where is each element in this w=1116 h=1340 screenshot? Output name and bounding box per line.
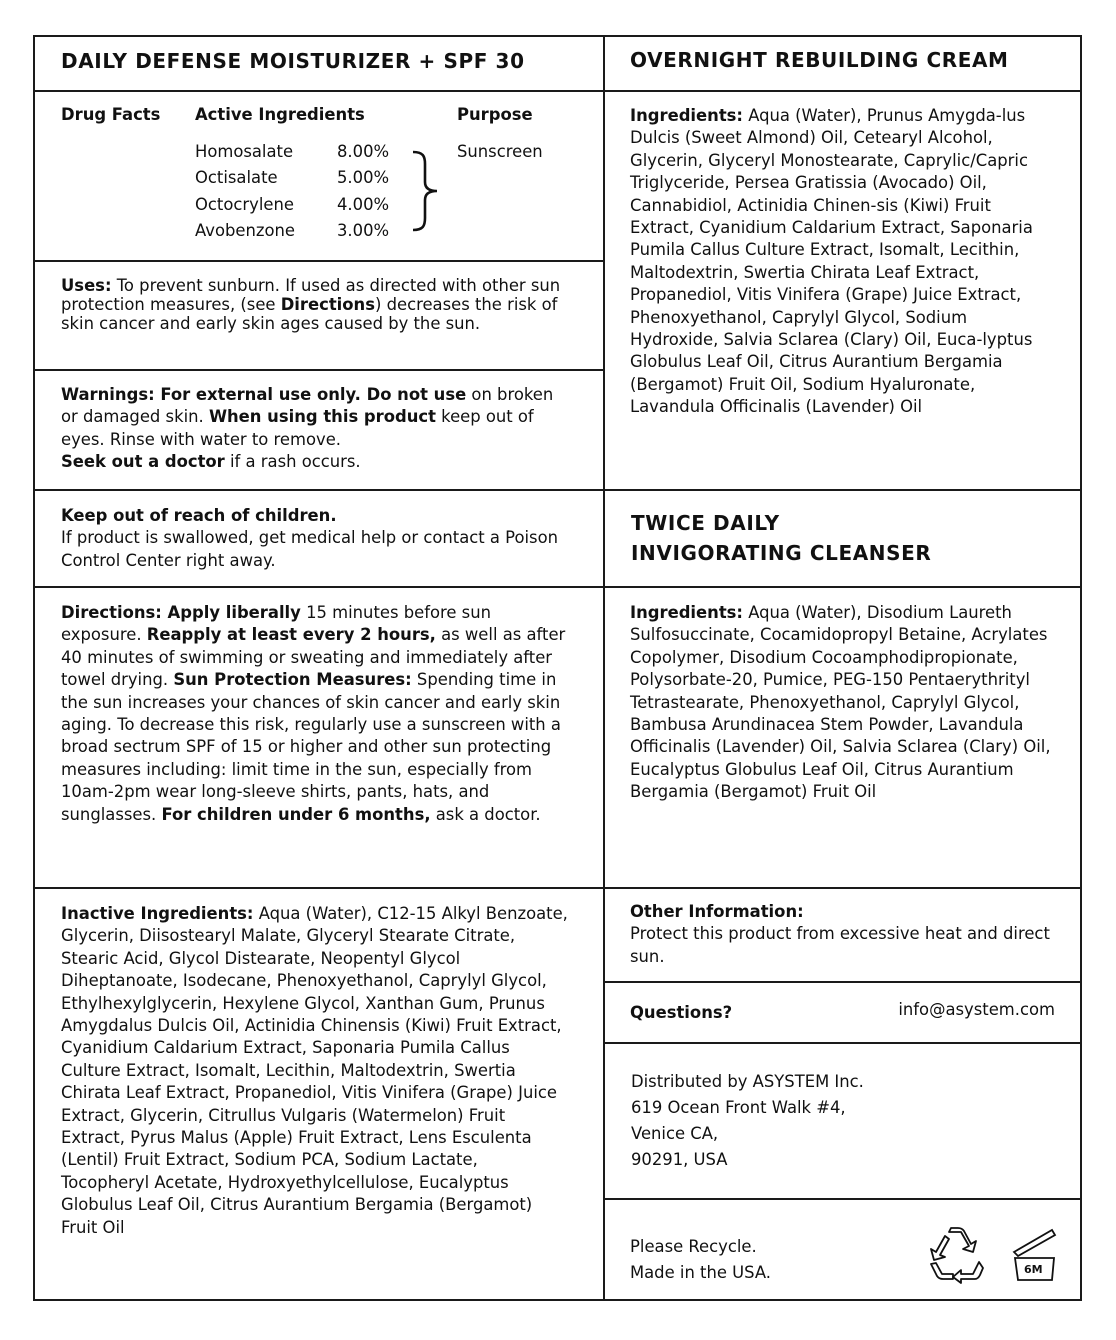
contact-email[interactable]: info@asystem.com	[898, 1000, 1055, 1019]
divider	[33, 260, 605, 262]
period-after-opening-icon	[1010, 1226, 1058, 1284]
inactive-label: Inactive Ingredients:	[61, 904, 254, 923]
divider	[33, 90, 605, 92]
product-title: DAILY DEFENSE MOISTURIZER + SPF 30	[61, 49, 525, 73]
keep-out-text: If product is swallowed, get medical help or contact a Poison Control Center right away.	[61, 528, 559, 570]
ingredients-label: Ingredients:	[630, 106, 743, 125]
distributor-address	[631, 1069, 1051, 1173]
warning-bold: Seek out a doctor	[61, 452, 225, 472]
ingredient-name: Avobenzone	[195, 221, 295, 240]
directions-text: as well as after 40 minutes of swimming or sweating and immediately after towel drying.	[61, 625, 566, 690]
directions-ref: Directions	[280, 295, 375, 314]
uses-text: ) decreases the risk of skin cancer and early skin ages caused by the sun.	[61, 295, 558, 333]
ingredient-name: Octocrylene	[195, 195, 294, 214]
recycle-note: Please Recycle.	[630, 1237, 757, 1256]
footer-notes	[630, 1234, 880, 1286]
directions-section	[61, 602, 571, 826]
directions-label: Directions:	[61, 603, 162, 622]
ingredient-pct: 3.00%	[337, 221, 390, 240]
ingredient-pct: 8.00%	[337, 142, 390, 161]
other-info-heading: Other Information:	[630, 902, 804, 921]
inactive-ingredients-section	[61, 903, 571, 1239]
brace-icon	[407, 148, 447, 234]
divider	[33, 489, 1082, 491]
directions-bold: For children under 6 months,	[161, 804, 431, 824]
warning-text: if a rash occurs.	[224, 452, 361, 472]
warning-text: on broken or damaged skin.	[61, 385, 554, 427]
uses-section	[61, 276, 571, 333]
active-ingredients-header: Active Ingredients	[195, 105, 365, 124]
drug-facts-table	[61, 104, 591, 254]
directions-text: Spending time in the sun increases your chances of skin cancer and early skin aging. To decrease this risk, regularly use a sunscreen with a broad sectrum SPF of 15 or higher and other sun protecting measures including: limit time in the sun, especially from 10am-2pm wear long-sleeve shirts, pants, hats, and sunglasses.	[61, 670, 561, 824]
recycle-icon	[925, 1226, 985, 1284]
inactive-text: Aqua (Water), C12-15 Alkyl Benzoate, Glycerin, Diisostearyl Malate, Glyceryl Stearate Citrate, Stearic Acid, Glycol Distearate, Neopentyl Glycol Diheptanoate, Isodecane, Phenoxyethanol, Caprylyl Glycol, Ethylhexylglycerin, Hexylene Glycol, Xanthan Gum, Prunus Amygdalus Dulcis Oil, Actinidia Chinensis (Kiwi) Fruit Extract, Cyanidium Caldarium Extract, Saponaria Pumila Callus Culture Extract, Isomalt, Lecithin, Maltodextrin, Swertia Chirata Leaf Extract, Propanediol, Vitis Vinifera (Grape) Juice Extract, Glycerin, Citrullus Vulgaris (Watermelon) Fruit Extract, Pyrus Malus (Apple) Fruit Extract, Lens Esculenta (Lentil) Fruit Extract, Sodium PCA, Sodium Lactate, Tocopheryl Acetate, Hydroxyethylcellulose, Eucalyptus Globulus Leaf Oil, Citrus Aurantium Bergamia (Bergamot) Fruit Oil	[61, 904, 568, 1237]
questions-label: Questions?	[630, 1003, 733, 1022]
questions-row	[630, 1002, 1055, 1024]
keep-out-section	[61, 505, 571, 572]
warnings-label: Warnings:	[61, 385, 155, 404]
address-line: Distributed by ASYSTEM Inc.	[631, 1072, 864, 1091]
origin-note: Made in the USA.	[630, 1263, 771, 1282]
uses-text: To prevent sunburn. If used as directed with other sun protection measures, (see	[61, 276, 561, 314]
directions-bold: Sun Protection Measures:	[173, 670, 412, 690]
divider	[33, 887, 1082, 889]
other-information	[630, 901, 1060, 968]
warning-text: keep out of eyes. Rinse with water to remove.	[61, 407, 534, 449]
ingredients-last-line: Lavandula Officinalis (Lavender) Oil	[630, 397, 923, 417]
purpose-value: Sunscreen	[457, 142, 543, 161]
ingredient-pct: 5.00%	[337, 168, 390, 187]
pao-label: 6M	[1024, 1263, 1043, 1276]
divider	[603, 1198, 1082, 1200]
directions-text: 15 minutes before sun exposure.	[61, 603, 491, 645]
uses-label: Uses:	[61, 276, 112, 295]
ingredient-pct: 4.00%	[337, 195, 390, 214]
directions-text: ask a doctor.	[430, 804, 541, 824]
directions-bold: Apply liberally	[161, 603, 301, 622]
column-divider	[603, 35, 605, 1301]
keep-out-heading: Keep out of reach of children.	[61, 506, 337, 525]
divider	[33, 586, 1082, 588]
ingredients-label: Ingredients:	[630, 603, 743, 622]
overnight-title: OVERNIGHT REBUILDING CREAM	[630, 48, 1009, 72]
warnings-section	[61, 384, 571, 474]
warning-bold: When using this product	[208, 407, 436, 427]
divider	[33, 369, 605, 371]
other-info-text: Protect this product from excessive heat and direct sun.	[630, 924, 1050, 966]
directions-bold: Reapply at least every 2 hours,	[146, 625, 436, 645]
address-line: 619 Ocean Front Walk #4,	[631, 1098, 846, 1117]
cleanser-title-line: INVIGORATING CLEANSER	[631, 541, 932, 565]
divider	[603, 981, 1082, 983]
ingredient-name: Octisalate	[195, 168, 278, 187]
address-line: 90291, USA	[631, 1150, 728, 1169]
ingredients-text: Aqua (Water), Prunus Amygda-lus Dulcis (Sweet Almond) Oil, Cetearyl Alcohol, Glycerin, Glyceryl Monostearate, Caprylic/Capric Triglyceride, Persea Gratissia (Avocado) Oil, Cannabidiol, Actinidia Chinen-sis (Kiwi) Fruit Extract, Cyanidium Caldarium Extract, Saponaria Pumila Callus Culture Extract, Isomalt, Lecithin, Maltodextrin, Swertia Chirata Leaf Extract, Propanediol, Vitis Vinifera (Grape) Juice Extract, Phenoxyethanol, Caprylyl Glycol, Sodium Hydroxide, Salvia Sclarea (Clary) Oil, Euca-lyptus Globulus Leaf Oil, Citrus Aurantium Bergamia (Bergamot) Fruit Oil, Sodium Hyaluronate,	[630, 106, 1033, 394]
address-line: Venice CA,	[631, 1124, 719, 1143]
ingredient-name: Homosalate	[195, 142, 294, 161]
cleanser-title-line: TWICE DAILY	[631, 511, 780, 535]
purpose-header: Purpose	[457, 105, 533, 124]
drug-facts-label: Drug Facts	[61, 105, 161, 124]
warning-bold: For external use only. Do not use	[154, 385, 467, 404]
ingredients-text: Aqua (Water), Disodium Laureth Sulfosuccinate, Cocamidopropyl Betaine, Acrylates Copolymer, Disodium Cocoamphodipropionate, Polysorbate-20, Pumice, PEG-150 Pentaerythrityl Tetrastearate, Phenoxyethanol, Caprylyl Glycol, Bambusa Arundinacea Stem Powder, Lavandula Officinalis (Lavender) Oil, Salvia Sclarea (Clary) Oil, Eucalyptus Globulus Leaf Oil, Citrus Aurantium Bergamia (Bergamot) Fruit Oil	[630, 603, 1051, 802]
divider	[603, 1042, 1082, 1044]
cleanser-ingredients	[630, 602, 1062, 804]
overnight-ingredients	[630, 105, 1060, 419]
divider	[603, 90, 1082, 92]
cleanser-title	[631, 508, 1071, 568]
